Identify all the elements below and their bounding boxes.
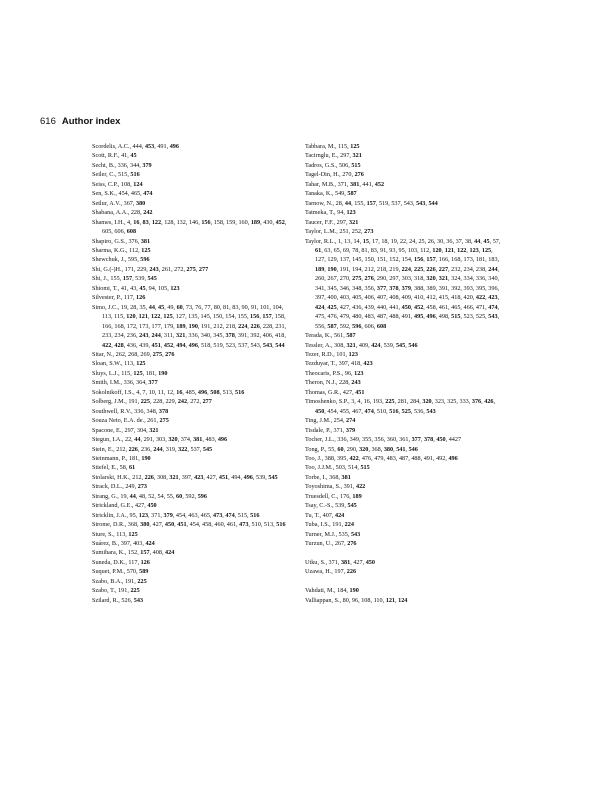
index-entry: Suneda, D.K., 117, 126	[92, 558, 150, 566]
index-entry: Souza Neto, E.A. de., 261, 275	[92, 417, 169, 425]
index-entry: Sluys, L.J., 115, 125, 181, 190	[92, 369, 168, 377]
index-entry: Setlur, A.V., 367, 380	[92, 199, 146, 207]
index-entry: Tacirnglu, E., 297, 321	[305, 152, 362, 160]
index-entry: Tsay, C.-S., 539, 545	[305, 502, 357, 510]
index-entry: Tezduyar, T., 397, 418, 423	[305, 360, 373, 368]
index-entry: Sumihara, K., 152, 157, 408, 424	[92, 549, 175, 557]
index-entry: Taylor, R.L., 1, 13, 14, 15, 17, 18, 19, 22, 24, 25, 26, 30, 36, 37, 38, 44, 45, 57, 61, 63, 65, 69, 78, 81, 83, 91, 93, 95, 103, 112, 120, 121, 122, 123, 125, 127, 129, 137, 145, 150, 151, 152, 154, 156, 157, 166, 168, 173, 181, 183, 189, 190, 191, 194, 212, 218, 219, 224, 225, 226, 227, 232, 234, 238, 244, 260, 267, 270, 275, 276, 290, 297, 303, 318, 320, 321, 324, 334, 336, 340, 341, 345, 346, 348, 356, 377, 378, 379, 388, 389, 391, 392, 393, 395, 396, 397, 400, 403, 405, 406, 407, 408, 409, 410, 412, 415, 418, 420, 422, 423, 424, 425, 427, 436, 439, 440, 441, 450, 452, 458, 461, 465, 466, 471, 474, 475, 476, 479, 480, 483, 487, 488, 491, 495, 496, 498, 515, 523, 525, 543, 556, 587, 592, 596, 606, 608	[305, 237, 501, 330]
index-entry: Tessler, A., 308, 321, 409, 424, 539, 545, 546	[305, 341, 418, 349]
index-entry: Sloan, S.W., 113, 125	[92, 360, 146, 368]
index-entry: Scott, R.F., 41, 45	[92, 152, 137, 160]
index-entry: Shewchuk, J., 595, 596	[92, 256, 150, 264]
index-entry: Torbe, I., 368, 381	[305, 473, 351, 481]
index-entry: Stegun, I.A., 22, 44, 291, 303, 320, 374, 381, 483, 496	[92, 436, 228, 444]
index-entry: Shiomi, T., 41, 43, 45, 94, 105, 123	[92, 284, 180, 292]
page-title: Author index	[61, 116, 121, 127]
index-entry: Tanaka, K., 549, 587	[305, 190, 357, 198]
index-entry: Tatmeka, T., 94, 123	[305, 209, 356, 217]
index-entry: Stolarski, H.K., 212, 226, 308, 321, 397, 423, 427, 451, 494, 496, 539, 545	[92, 473, 278, 481]
index-entry: Secht, B., 336, 344, 379	[92, 161, 152, 169]
index-entry: Taylor, L.M., 251, 252, 273	[305, 228, 374, 236]
index-entry: Tahar, M.B., 371, 381, 441, 452	[305, 180, 385, 188]
index-entry: Solberg, J.M., 191, 225, 228, 229, 242, 272, 277	[92, 398, 212, 406]
index-column-left	[92, 142, 288, 605]
index-entry: Shames, I.H., 4, 16, 83, 122, 128, 132, 146, 156, 158, 159, 160, 189, 430, 452, 605, 606, 608	[92, 218, 287, 236]
index-entry: Simo, J.C., 19, 28, 35, 44, 45, 49, 60, 73, 76, 77, 80, 81, 83, 90, 91, 101, 104, 113, 115, 120, 121, 122, 125, 127, 135, 145, 150, 154, 155, 156, 157, 158, 166, 168, 172, 173, 177, 179, 189, 190, 191, 212, 218, 224, 226, 228, 231, 233, 234, 236, 243, 244, 311, 321, 336, 340, 345, 378, 391, 392, 406, 418, 422, 428, 436, 439, 451, 452, 494, 496, 518, 519, 523, 537, 543, 543, 544	[92, 303, 287, 349]
index-entry: Tezer, R.D., 101, 123	[305, 350, 358, 358]
index-entry: Tocher, J.L., 336, 349, 355, 356, 360, 361, 377, 378, 450, 4427	[305, 436, 462, 444]
index-entry: Strang, G., 19, 44, 48, 52, 54, 55, 60, 592, 596	[92, 492, 207, 500]
index-entry: Tuba, I.S., 191, 224	[305, 521, 354, 529]
index-entry: Strickland, G.E., 427, 450	[92, 502, 157, 510]
index-entry: Sitar, N., 262, 268, 269, 275, 276	[92, 350, 175, 358]
index-entry: Tadros, G.S., 506, 515	[305, 161, 361, 169]
index-entry: Sharma, K.G., 112, 125	[92, 246, 151, 254]
index-entry: Shabana, A.A., 228, 242	[92, 209, 153, 217]
index-entry: Theocaris, P.S., 96, 123	[305, 369, 364, 377]
index-entry: Stein, E., 212, 226, 236, 244, 319, 322, 537, 545	[92, 445, 213, 453]
index-entry: Scordelis, A.C., 444, 453, 491, 496	[92, 143, 179, 150]
index-entry: Taucer, F.F., 297, 321	[305, 218, 359, 226]
index-entry: Stricklin, J.A., 95, 123, 371, 379, 454, 463, 465, 473, 474, 515, 516	[92, 511, 260, 519]
index-entry: Szabo, B.A., 191, 225	[92, 577, 147, 585]
index-entry: Vahdati, M., 184, 190	[305, 587, 359, 595]
index-entry: Tarnow, N., 28, 44, 155, 157, 519, 537, 543, 543, 544	[305, 199, 438, 207]
index-entry: Toyoshima, S., 391, 422	[305, 483, 366, 491]
index-entry: Szilard, R., 526, 543	[92, 596, 144, 604]
index-entry: Silvester, P., 117, 126	[92, 294, 146, 302]
index-entry: Sen, S.K., 454, 465, 474	[92, 190, 153, 198]
index-entry: Timoshenko, S.P., 3, 4, 16, 193, 225, 281, 284, 320, 323, 325, 333, 376, 426, 450, 454, 455, 467, 474, 510, 516, 525, 536, 543	[305, 398, 496, 415]
index-entry: Thomas, G.R., 427, 451	[305, 388, 365, 396]
index-entry: Too, J., 388, 395, 422, 476, 479, 483, 487, 488, 491, 492, 496	[305, 454, 458, 462]
index-entry: Suárez, B., 397, 403, 424	[92, 540, 155, 548]
index-entry: Spacone, E., 297, 304, 321	[92, 426, 159, 434]
index-entry: Tabbara, M., 115, 125	[305, 143, 360, 150]
index-entry: Szabo, T., 191, 225	[92, 587, 140, 595]
index-entry: Tong, P., 55, 60, 290, 320, 368, 380, 541, 546	[305, 445, 418, 453]
index-entry: Southwell, R.V., 336, 348, 378	[92, 407, 169, 415]
index-entry: Sture, S., 113, 125	[92, 530, 138, 538]
index-entry: Suquet, P.M., 570, 589	[92, 568, 149, 576]
index-entry: Ting, J.M., 254, 274	[305, 417, 356, 425]
index-entry: Tisdale, P., 371, 379	[305, 426, 356, 434]
index-entry: Shi, J., 155, 157, 539, 545	[92, 275, 157, 283]
page-header	[40, 116, 120, 127]
index-entry: Stiefel, E., 58, 61	[92, 464, 136, 472]
index-entry: Utku, S., 371, 381, 427, 450	[305, 558, 375, 566]
index-entry: Terada, K., 561, 587	[305, 332, 356, 340]
index-entry: Sokolnikoff, I.S., 4, 7, 10, 11, 12, 16, 485, 496, 508, 513, 516	[92, 388, 245, 396]
index-entry: Turner, M.J., 535, 543	[305, 530, 361, 538]
index-entry: Too, J.J.M., 503, 514, 515	[305, 464, 370, 472]
index-entry: Theron, N.J., 228, 243	[305, 379, 361, 387]
page-number: 616	[40, 116, 56, 127]
index-entry: Truesdell, C., 176, 189	[305, 492, 362, 500]
index-entry: Tu, T., 407, 424	[305, 511, 345, 519]
index-entry: Smith, I.M., 336, 364, 377	[92, 379, 158, 387]
index-entry: Tagel-Din, H., 270, 276	[305, 171, 364, 179]
index-entry: Steinmann, P., 181, 190	[92, 454, 151, 462]
index-entry: Seiss, C.P., 108, 124	[92, 180, 143, 188]
index-entry: Strack, D.L., 249, 273	[92, 483, 147, 491]
letter-gap	[305, 577, 501, 586]
index-entry: Shapiro, G.S., 376, 381	[92, 237, 151, 245]
index-entry: Valliappan, S., 80, 96, 108, 110, 121, 124	[305, 596, 408, 604]
index-column-right	[305, 142, 501, 605]
index-entry: Seiler, C., 515, 516	[92, 171, 140, 179]
index-entry: Strome, D.R., 368, 380, 427, 450, 451, 454, 458, 460, 461, 473, 510, 513, 516	[92, 521, 286, 529]
index-entry: Turzun, U., 267, 276	[305, 540, 357, 548]
index-entry: Shi, G.(-)H., 171, 229, 243, 261, 272, 275, 277	[92, 265, 209, 273]
index-entry: Uzawa, H., 197, 226	[305, 568, 357, 576]
letter-gap	[305, 548, 501, 557]
